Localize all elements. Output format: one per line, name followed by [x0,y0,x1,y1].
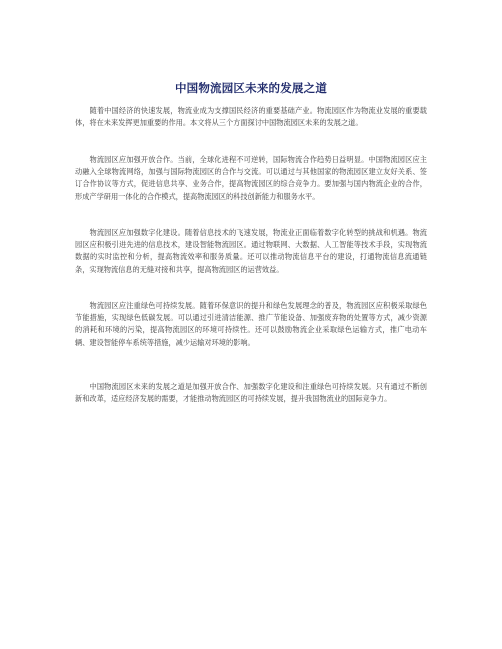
paragraph-digital-construction: 物流园区应加强数字化建设。随着信息技术的飞速发展，物流业正面临着数字化转型的挑战和机遇。物流园区应积极引进先进的信息技术，建设智能物流园区。通过物联网、大数据、人工智能等技术手段，实现物流数据的实时监控和分析，提高物流效率和服务质量。还可以推动物流信息平台的建设，打通物流信息流通链条，实现物流信息的无缝对接和共享，提高物流园区的运营效益。 [75,228,427,274]
document-title: 中国物流园区未来的发展之道 [174,81,328,95]
paragraph-intro: 随着中国经济的快速发展，物流业成为支撑国民经济的重要基础产业。物流园区作为物流业发展的重要载体，将在未来发挥更加重要的作用。本文将从三个方面探讨中国物流园区未来的发展之道。 [75,106,427,128]
paragraph-green-development: 物流园区应注重绿色可持续发展。随着环保意识的提升和绿色发展理念的普及，物流园区应积极采取绿色节能措施，实现绿色低碳发展。可以通过引进清洁能源、推广节能设备、加强废弃物的处置等方式，减少资源的消耗和环境的污染，提高物流园区的环境可持续性。还可以鼓励物流企业采取绿色运输方式，推广电动车辆、建设智能停车系统等措施，减少运输对环境的影响。 [75,301,427,347]
paragraph-open-cooperation: 物流园区应加强开放合作。当前，全球化进程不可逆转，国际物流合作趋势日益明显。中国物流园区应主动融入全球物流网络，加强与国际物流园区的合作与交流。可以通过与其他国家的物流园区建立友好关系、签订合作协议等方式，促进信息共享、业务合作，提高物流园区的综合竞争力。要加强与国内物流企业的合作，形成产学研用一体化的合作模式，提高物流园区的科技创新能力和服务水平。 [75,155,427,201]
paragraph-conclusion: 中国物流园区未来的发展之道是加强开放合作、加强数字化建设和注重绿色可持续发展。只有通过不断创新和改革，适应经济发展的需要，才能推动物流园区的可持续发展，提升我国物流业的国际竞争力。 [75,382,427,404]
